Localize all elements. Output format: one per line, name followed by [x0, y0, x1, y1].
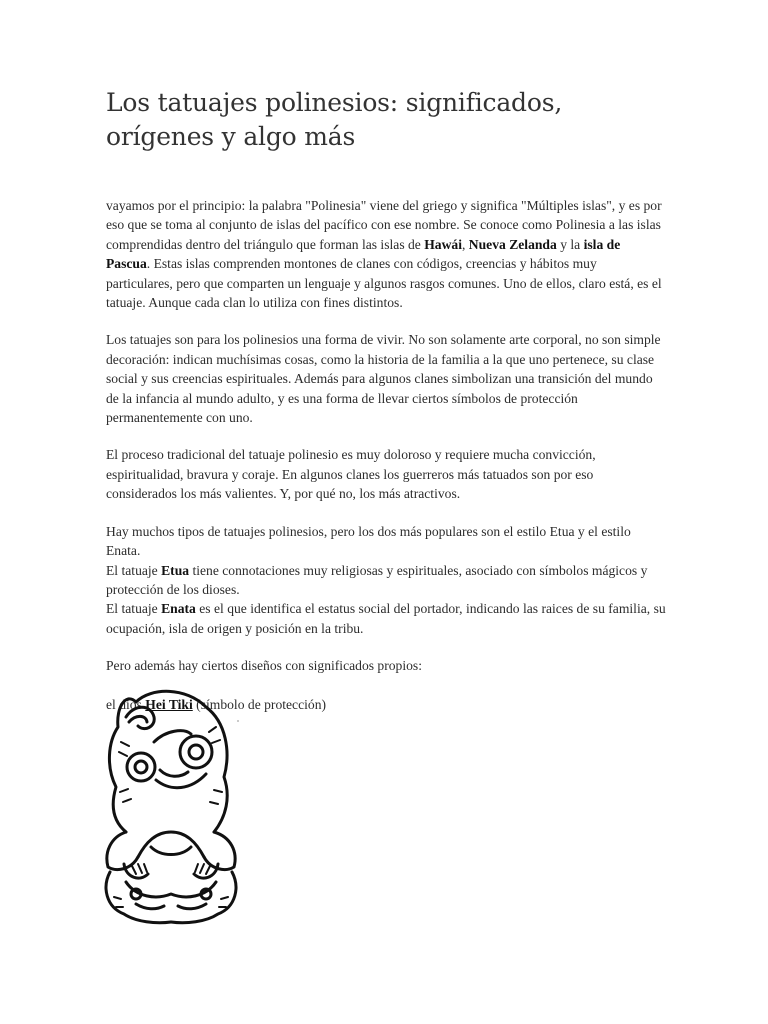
intro-text-4: . Estas islas comprenden montones de clanes con códigos, creencias y hábitos muy particulares, pero que comparten un lenguaje y algunos rasgos comunes. Uno de ellos, claro está, es el tatuaje. Aunque cada clan lo utiliza con fines distintos. — [106, 256, 662, 311]
etua-text-2: tiene connotaciones muy religiosas y espirituales, asociado con símbolos mágicos y protección de los dioses. — [106, 562, 648, 597]
highlight-hawaii: Hawái — [424, 236, 462, 252]
paragraph-proceso: El proceso tradicional del tatuaje polinesio es muy doloroso y requiere mucha convicción, espiritualidad, bravura y coraje. En algunos clanes los guerreros más tatuados son por eso considerados los más valientes. Y, por qué no, los más atractivos. — [106, 447, 596, 502]
article-title: Los tatuajes polinesios: significados, orígenes y algo más — [106, 88, 563, 151]
highlight-etua: Etua — [161, 562, 190, 578]
hei-tiki-link[interactable]: Hei Tiki — [145, 696, 193, 712]
paragraph-disenos: Pero además hay ciertos diseños con significados propios: — [106, 658, 422, 674]
highlight-isla-de-pascua: isla de Pascua — [106, 236, 621, 272]
highlight-enata: Enata — [161, 601, 196, 617]
paragraph-tipos: Hay muchos tipos de tatuajes polinesios, pero los dos más populares son el estilo Etua y el estilo Enata. — [106, 523, 631, 559]
caption-text-2: (símbolo de protección) — [192, 696, 327, 712]
scan-speck — [237, 720, 239, 722]
paragraph-intro — [106, 196, 666, 312]
paragraph-enata — [106, 599, 666, 638]
paragraph-etua — [106, 561, 666, 600]
enata-text-2: es el que identifica el estatus social del portador, indicando las raices de su familia, su ocupación, isla de origen y posición en la tribu. — [106, 601, 666, 636]
caption-text-1: el dios — [106, 696, 146, 712]
intro-text-1: vayamos por el principio: la palabra "Polinesia" viene del griego y significa "Múltiples islas", y es por eso que se toma al conjunto de islas del pacífico con ese nombre. Se conoce como Polinesia a las islas comprendidas dentro del triángulo que forman las islas de — [106, 198, 662, 252]
enata-text-1: El tatuaje — [106, 601, 162, 617]
intro-text-3: y la — [556, 236, 584, 252]
hei-tiki-illustration-icon — [96, 682, 246, 932]
article — [106, 86, 666, 732]
paragraph-forma-de-vivir: Los tatuajes son para los polinesios una forma de vivir. No son solamente arte corporal, no son simple decoración: indican muchísimas cosas, como la historia de la familia a la que uno pertenece, su clase social y sus creencias espirituales. Además para algunos clanes simbolizan una transición del mundo de la infancia al mundo adulto, y es una forma de llevar ciertos símbolos de protección permanentemente con uno. — [106, 332, 661, 426]
etua-text-1: El tatuaje — [106, 562, 162, 578]
intro-text-2: , — [462, 236, 469, 252]
highlight-nueva-zelanda: Nueva Zelanda — [468, 236, 557, 252]
